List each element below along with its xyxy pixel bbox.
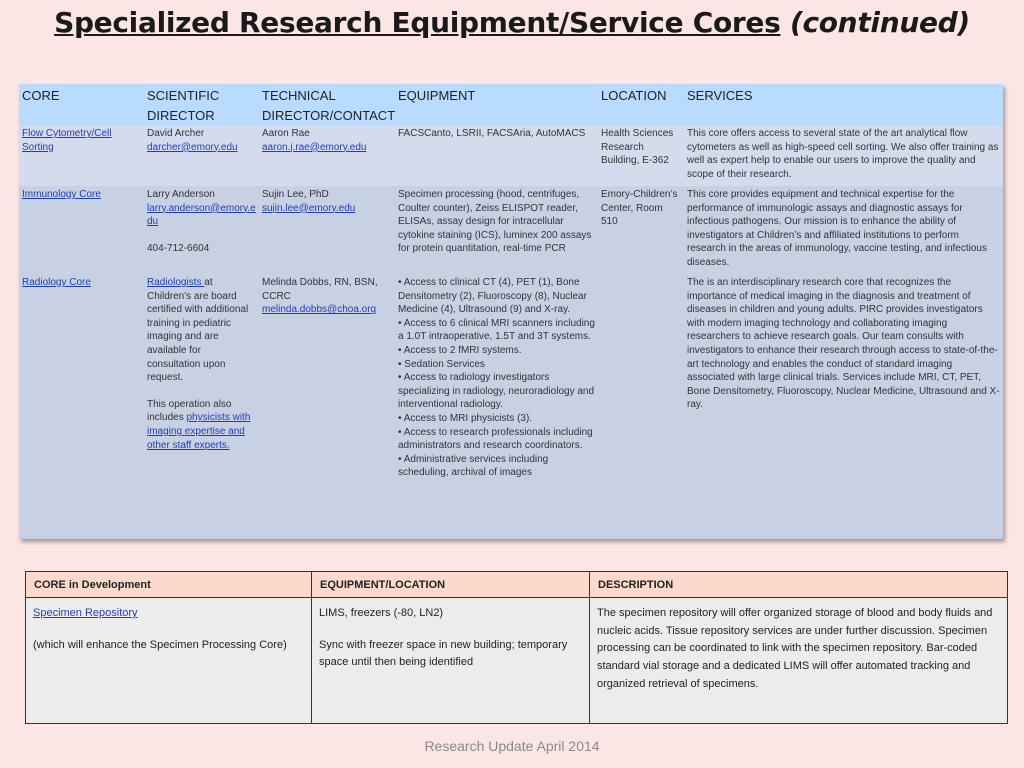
equipment-cell [395, 274, 598, 536]
director-name: Larry Anderson [147, 189, 215, 200]
equipment-cell: Specimen processing (hood, centrifuges, Coulter counter), Zeiss ELISPOT reader, ELISAs, assay design for intracellular cytokine staining (ICS), luminex 200 assays for protein quantitation, real-time PCR [395, 186, 598, 274]
tech-name: Sujin Lee, PhD [262, 189, 329, 200]
location-cell: Health Sciences Research Building, E-362 [598, 126, 684, 186]
director-description-2: This operation also includes [147, 398, 232, 424]
header-core: CORE [19, 84, 144, 126]
cores-table [19, 84, 1003, 536]
footer: Research Update April 2014 [424, 738, 600, 754]
header-scientific-director: SCIENTIFIC DIRECTOR [144, 84, 259, 126]
location-cell: Emory-Children’s Center, Room 510 [598, 186, 684, 274]
table-row [19, 126, 1003, 186]
list-item: • Administrative services including scheduling, archival of images [398, 453, 549, 479]
header-core-in-development: CORE in Development [26, 572, 312, 598]
equipment-line-2: Sync with freezer space in new building; temporary space until then being identified [319, 638, 568, 669]
cores-table-header [19, 84, 1003, 126]
table-row [26, 598, 1008, 724]
header-equipment-location: EQUIPMENT/LOCATION [312, 572, 590, 598]
list-item: • Access to 2 fMRI systems. [398, 344, 522, 356]
dev-table-header [26, 572, 1008, 598]
director-description: at Children's are board certified with additional training in pediatric imaging and are available for consultation upon request. [147, 277, 249, 384]
radiology-core-link[interactable]: Radiology Core [22, 277, 91, 288]
flow-cytometry-link[interactable]: Flow Cytometry/Cell Sorting [22, 128, 112, 153]
services-cell: This core offers access to several state of the art analytical flow cytometers as well as high-speed cell sorting. We also offer training as well as expert help to enable our users to improve the quality and scope of their research. [684, 126, 1003, 186]
header-equipment: EQUIPMENT [395, 84, 598, 126]
table-row [19, 186, 1003, 274]
services-cell: The is an interdisciplinary research core that recognizes the importance of medical imaging in the diagnosis and treatment of diseases in children and young adults. PIRC provides investigators with modern imaging technology and collaborating imaging researchers to achieve research goals. Our team consults with investigators to enhance their research through access to state-of-the-art technology and enables the conduct of standard imaging associated with large clinical trials. Services include MRI, CT, PET, Bone Densitometry, Fluoroscopy, Nuclear Medicine, Ultrasound and X-ray. [684, 274, 1003, 536]
equipment-line-1: LIMS, freezers (-80, LN2) [319, 607, 444, 619]
header-description: DESCRIPTION [590, 572, 1008, 598]
services-cell: This core provides equipment and technical expertise for the performance of immunologic assays and diagnostic assays for infectious pathogens. Our mission is to enhance the ability of investigators at Children’s and affiliated institutions to perform research in the areas of immunology, vaccine testing, and infectious diseases. [684, 186, 1003, 274]
tech-name: Aaron Rae [262, 128, 310, 139]
location-cell [598, 274, 684, 536]
director-email-link[interactable]: larry.anderson@emory.edu [147, 202, 256, 228]
physicists-link[interactable]: physicists with imaging expertise and other staff experts. [147, 412, 251, 451]
director-phone: 404-712-6604 [147, 242, 210, 254]
list-item: • Access to MRI physicists (3). [398, 412, 533, 424]
list-item: • Access to 6 clinical MRI scanners including a 1.0T intraoperative, 1.5T and 3T systems. [398, 317, 595, 343]
list-item: • Access to radiology investigators specializing in radiology, neuroradiology and interventional radiology. [398, 372, 595, 411]
tech-email-link[interactable]: sujin.lee@emory.edu [262, 202, 356, 214]
list-item: • Access to clinical CT (4), PET (1), Bone Densitometry (2), Fluoroscopy (8), Nuclear Medicine (4), Ultrasound (9) and X-ray. [398, 277, 587, 316]
immunology-core-link[interactable]: Immunology Core [22, 189, 101, 200]
description-cell: The specimen repository will offer organized storage of blood and body fluids and nucleic acids. Tissue repository services are under further discussion. Specimen processing can be coordinated to link with the specimen repository. Bar-coded standard vial storage and a dedicated LIMS will offer automated tracking and organized retrieval of specimens. [590, 598, 1008, 724]
header-technical-director: TECHNICAL DIRECTOR/CONTACT [259, 84, 395, 126]
page-title [0, 6, 1024, 39]
tech-name: Melinda Dobbs, RN, BSN, CCRC [262, 277, 378, 302]
tech-email-link[interactable]: melinda.dobbs@choa.org [262, 304, 377, 316]
equipment-cell: FACSCanto, LSRII, FACSAria, AutoMACS [395, 126, 598, 186]
director-name: David Archer [147, 128, 205, 139]
specimen-repository-link[interactable]: Specimen Repository [33, 607, 138, 619]
title-continued: (continued) [789, 6, 970, 39]
cores-table-panel [19, 84, 1003, 539]
title-main: Specialized Research Equipment/Service Cores [54, 6, 781, 39]
core-note: (which will enhance the Specimen Processing Core) [33, 638, 287, 651]
cores-in-development-table [25, 571, 1008, 724]
tech-email-link[interactable]: aaron.j.rae@emory.edu [262, 141, 367, 153]
header-services: SERVICES [684, 84, 1003, 126]
header-location: LOCATION [598, 84, 684, 126]
radiologists-link[interactable]: Radiologists [147, 277, 205, 288]
table-row [19, 274, 1003, 536]
list-item: • Access to research professionals including administrators and research coordinators. [398, 426, 593, 452]
director-email-link[interactable]: darcher@emory.edu [147, 141, 238, 153]
list-item: • Sedation Services [398, 358, 485, 370]
